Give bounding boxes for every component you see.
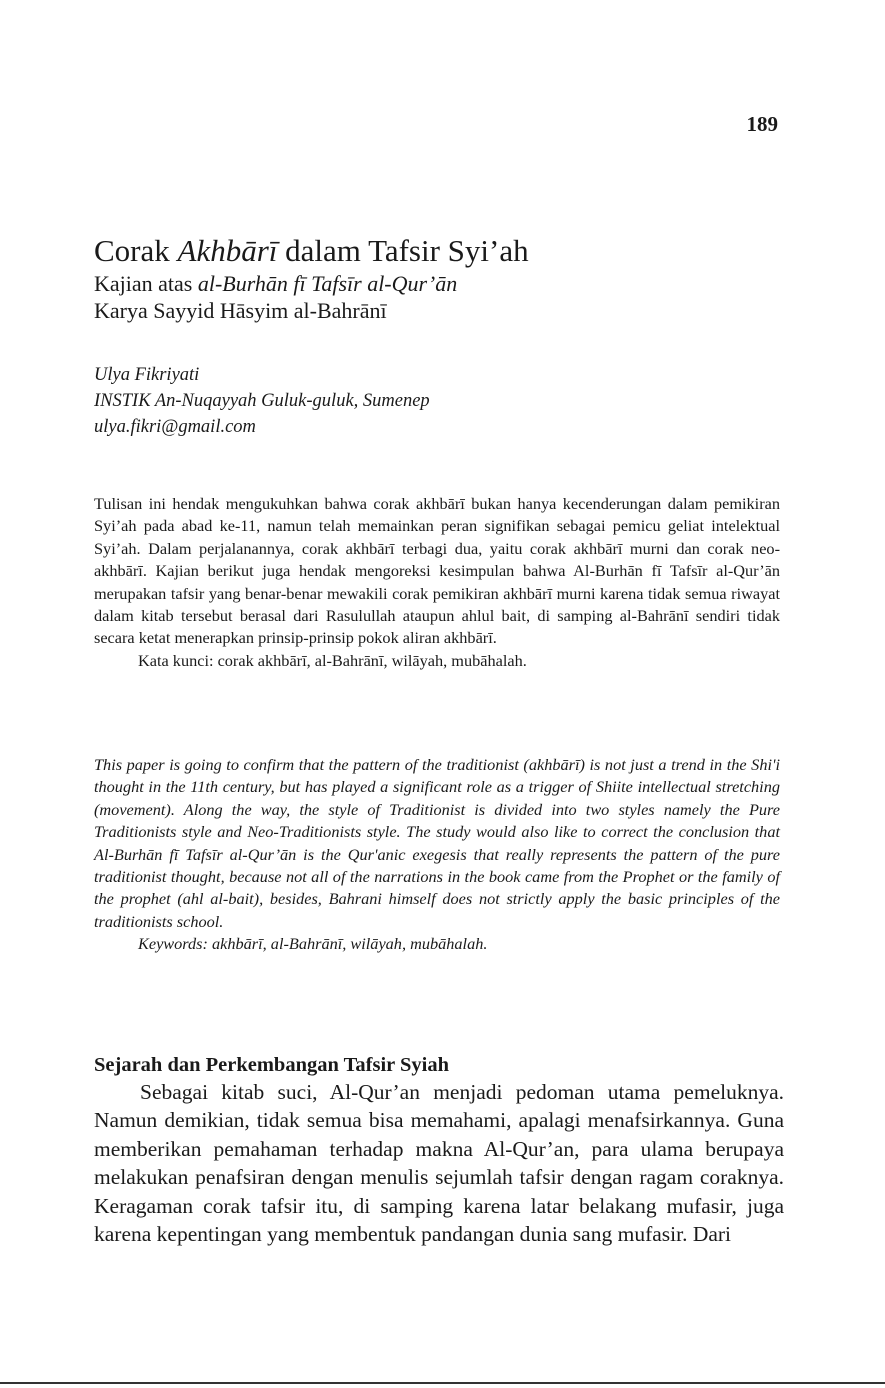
page-number: 189 — [746, 112, 778, 136]
abstract-en-body: This paper is going to confirm that the pattern of the traditionist (akhbārī) is not just a trend in the Shi'i thought in the 11th century, but has played a significant role as a trigger of Shiite intellectual stretching (movement). Along the way, the style of Traditionist is divided into two styles namely the Pure Traditionists style and Neo-Traditionists style. The study would also like to correct the conclusion that Al-Burhān fī Tafsīr al-Qur’ān is the Qur'anic exegesis that really represents the pattern of the pure traditionist thought, because not all of the narrations in the book came from the Prophet or the family of the prophet (ahl al-bait), besides, Bahrani himself does not strictly apply the basic principles of the traditionists school. — [94, 755, 780, 931]
title-block — [94, 232, 794, 324]
author-email: ulya.fikri@gmail.com — [94, 417, 256, 437]
section-heading: Sejarah dan Perkembangan Tafsir Syiah — [94, 1054, 450, 1076]
article-subtitle-1 — [94, 270, 794, 297]
subtitle-emphasis: al-Burhān fī Tafsīr al-Qur’ān — [197, 271, 458, 296]
abstract-id-body: Tulisan ini hendak mengukuhkan bahwa corak akhbārī bukan hanya kecenderungan dalam pemikiran Syi’ah pada abad ke-11, namun telah memainkan peran signifikan sebagai pemicu geliat intelektual Syi’ah. Dalam perjalanannya, corak akhbārī terbagi dua, yaitu corak akhbārī murni dan corak neo-akhbārī. Kajian berikut juga hendak mengoreksi kesimpulan bahwa Al-Burhān fī Tafsīr al-Qur’ān merupakan tafsir yang benar-benar mewakili corak pemikiran akhbārī murni karena tidak semua riwayat dalam kitab tersebut berasal dari Rasulullah ataupun ahlul bait, di samping al-Bahrānī sendiri tidak secara ketat menerapkan prinsip-prinsip pokok aliran akhbārī. — [94, 494, 780, 648]
article-title — [94, 232, 794, 270]
abstract-en-keywords: Keywords: akhbārī, al-Bahrānī, wilāyah, mubāhalah. — [138, 934, 488, 954]
section-paragraph: Sebagai kitab suci, Al-Qur’an menjadi pedoman utama pemeluknya. Namun demikian, tidak semua bisa memahami, apalagi menafsirkannya. Guna memberikan pemahaman terhadap makna Al-Qur’an, para ulama berupaya melakukan penafsiran dengan menulis sejumlah tafsir dengan ragam coraknya. Keragaman corak tafsir itu, di samping karena latar belakang mufasir, juga karena kepentingan yang membentuk pandangan dunia sang mufasir. Dari — [94, 1080, 784, 1247]
abstract-english — [94, 754, 780, 956]
author-affiliation: INSTIK An-Nuqayyah Guluk-guluk, Sumenep — [94, 391, 430, 411]
title-prefix: Corak — [94, 233, 178, 268]
title-emphasis: Akhbārī — [177, 233, 278, 268]
subtitle-prefix: Kajian atas — [94, 271, 198, 296]
abstract-id-keywords: Kata kunci: corak akhbārī, al-Bahrānī, wilāyah, mubāhalah. — [138, 650, 527, 670]
bottom-rule — [0, 1382, 885, 1384]
author-block — [94, 362, 794, 440]
section-history — [94, 1052, 784, 1248]
abstract-indonesian — [94, 493, 780, 672]
author-name: Ulya Fikriyati — [94, 365, 200, 385]
article-subtitle-2: Karya Sayyid Hāsyim al-Bahrānī — [94, 298, 387, 323]
title-suffix: dalam Tafsir Syi’ah — [277, 233, 529, 268]
